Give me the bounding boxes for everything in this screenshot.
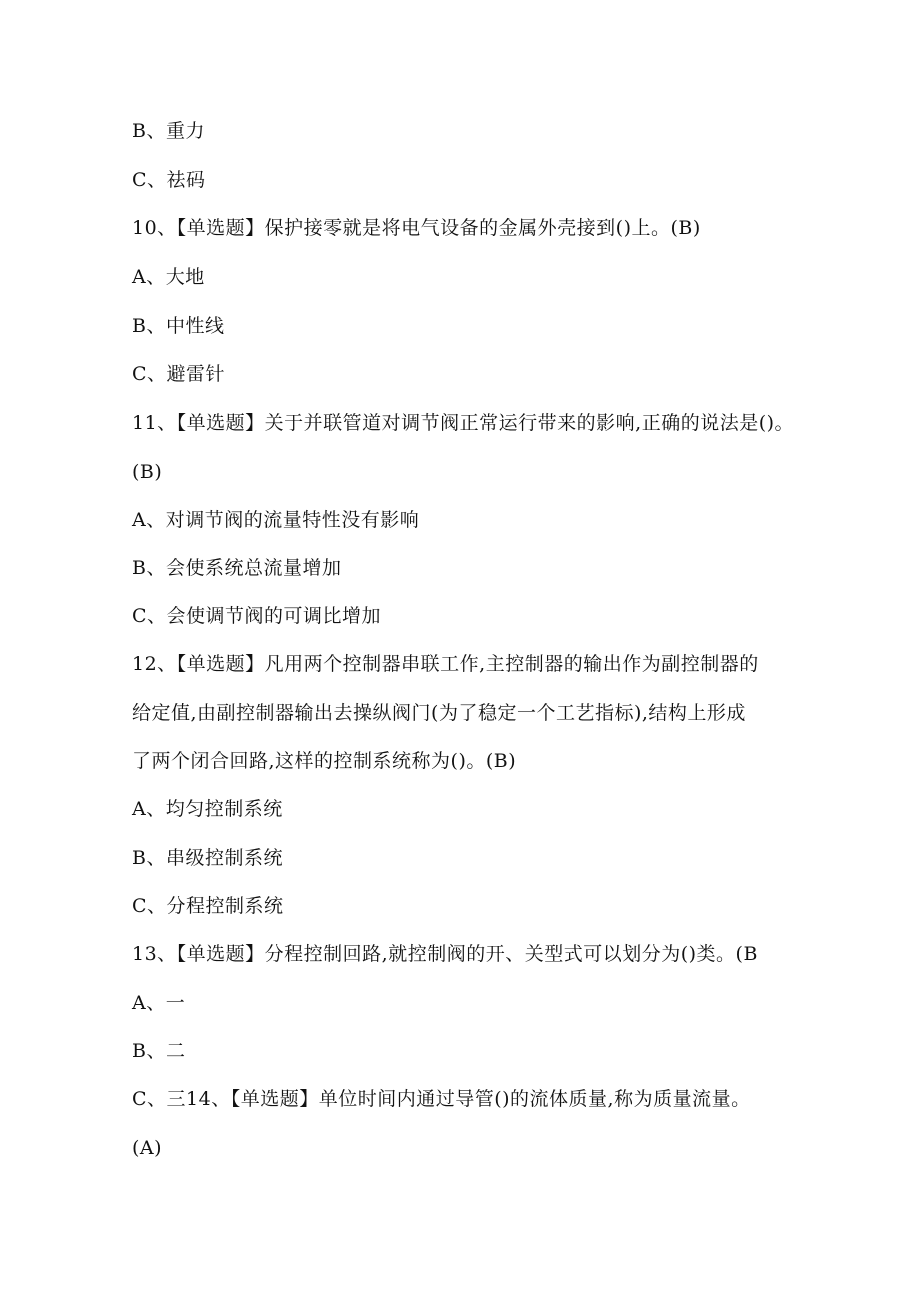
option-b-q11: B、会使系统总流量增加: [132, 557, 342, 579]
question-13: 13、【单选题】分程控制回路,就控制阀的开、关型式可以划分为()类。(B: [132, 943, 758, 965]
option-a-q10: A、大地: [132, 266, 205, 288]
option-c-q9: C、祛码: [132, 169, 206, 191]
question-12-line-2: 给定值,由副控制器输出去操纵阀门(为了稳定一个工艺指标),结构上形成: [132, 702, 746, 724]
option-c-q10: C、避雷针: [132, 363, 226, 385]
option-a-q13: A、一: [132, 992, 186, 1014]
question-14-answer: (A): [132, 1137, 163, 1159]
option-c-q13-question-14: C、三14、【单选题】单位时间内通过导管()的流体质量,称为质量流量。: [132, 1088, 751, 1110]
option-c-q11: C、会使调节阀的可调比增加: [132, 605, 382, 627]
option-a-q11: A、对调节阀的流量特性没有影响: [132, 509, 420, 531]
question-11: 11、【单选题】关于并联管道对调节阀正常运行带来的影响,正确的说法是()。: [132, 412, 795, 434]
option-b-q9: B、重力: [132, 120, 205, 142]
question-12-line-3: 了两个闭合回路,这样的控制系统称为()。(B): [132, 750, 517, 772]
question-12-line-1: 12、【单选题】凡用两个控制器串联工作,主控制器的输出作为副控制器的: [132, 653, 759, 675]
option-b-q12: B、串级控制系统: [132, 847, 283, 869]
option-c-q12: C、分程控制系统: [132, 895, 284, 917]
option-b-q10: B、中性线: [132, 315, 225, 337]
question-11-answer: (B): [132, 461, 163, 483]
question-10: 10、【单选题】保护接零就是将电气设备的金属外壳接到()上。(B): [132, 217, 701, 239]
option-a-q12: A、均匀控制系统: [132, 798, 283, 820]
option-b-q13: B、二: [132, 1040, 186, 1062]
